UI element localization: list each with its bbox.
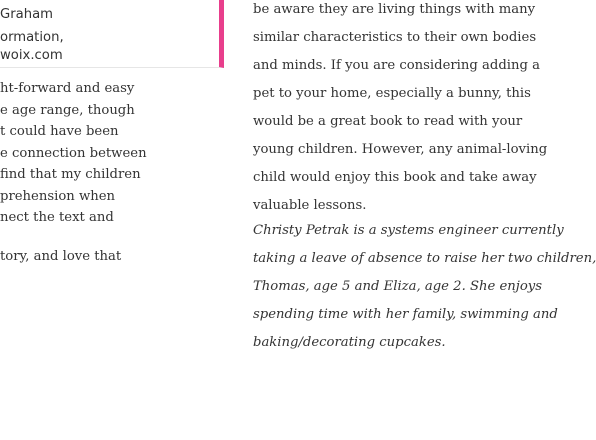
text-line: ht-forward and easy <box>0 81 135 96</box>
bio-line: spending time with her family, swimming and <box>253 307 558 322</box>
info-author-line: Graham <box>0 7 54 22</box>
text-line: similar characteristics to their own bodies <box>253 30 537 45</box>
left-column <box>0 0 252 440</box>
text-line: be aware they are living things with many <box>253 2 536 17</box>
bio-line: baking/decorating cupcakes. <box>253 335 446 350</box>
text-line: valuable lessons. <box>253 198 367 213</box>
text-line: t could have been <box>0 124 119 139</box>
review-paragraph <box>253 0 547 220</box>
text-line: child would enjoy this book and take away <box>253 170 537 185</box>
text-line: find that my children <box>0 167 141 182</box>
bio-line: Christy Petrak is a systems engineer currently <box>253 223 564 238</box>
review-text-left <box>0 78 260 268</box>
text-line: would be a great book to read with your <box>253 114 523 129</box>
text-line: prehension when <box>0 188 116 204</box>
bio-line: taking a leave of absence to raise her two children, <box>253 251 596 266</box>
text-line: young children. However, any animal-loving <box>253 142 548 157</box>
text-line: tory, and love that <box>0 249 122 264</box>
text-line: e age range, though <box>0 102 135 118</box>
text-line: nect the text and <box>0 210 114 225</box>
info-publisher-line: ormation, <box>0 30 64 45</box>
text-line: e connection between <box>0 145 147 161</box>
info-website-line[interactable]: woix.com <box>0 48 63 63</box>
text-line: and minds. If you are considering adding a <box>253 58 540 73</box>
bio-line: Thomas, age 5 and Eliza, age 2. She enjoys <box>253 279 543 294</box>
text-line: pet to your home, especially a bunny, this <box>253 86 531 101</box>
reviewer-bio <box>253 217 596 357</box>
book-info-box <box>0 0 224 68</box>
